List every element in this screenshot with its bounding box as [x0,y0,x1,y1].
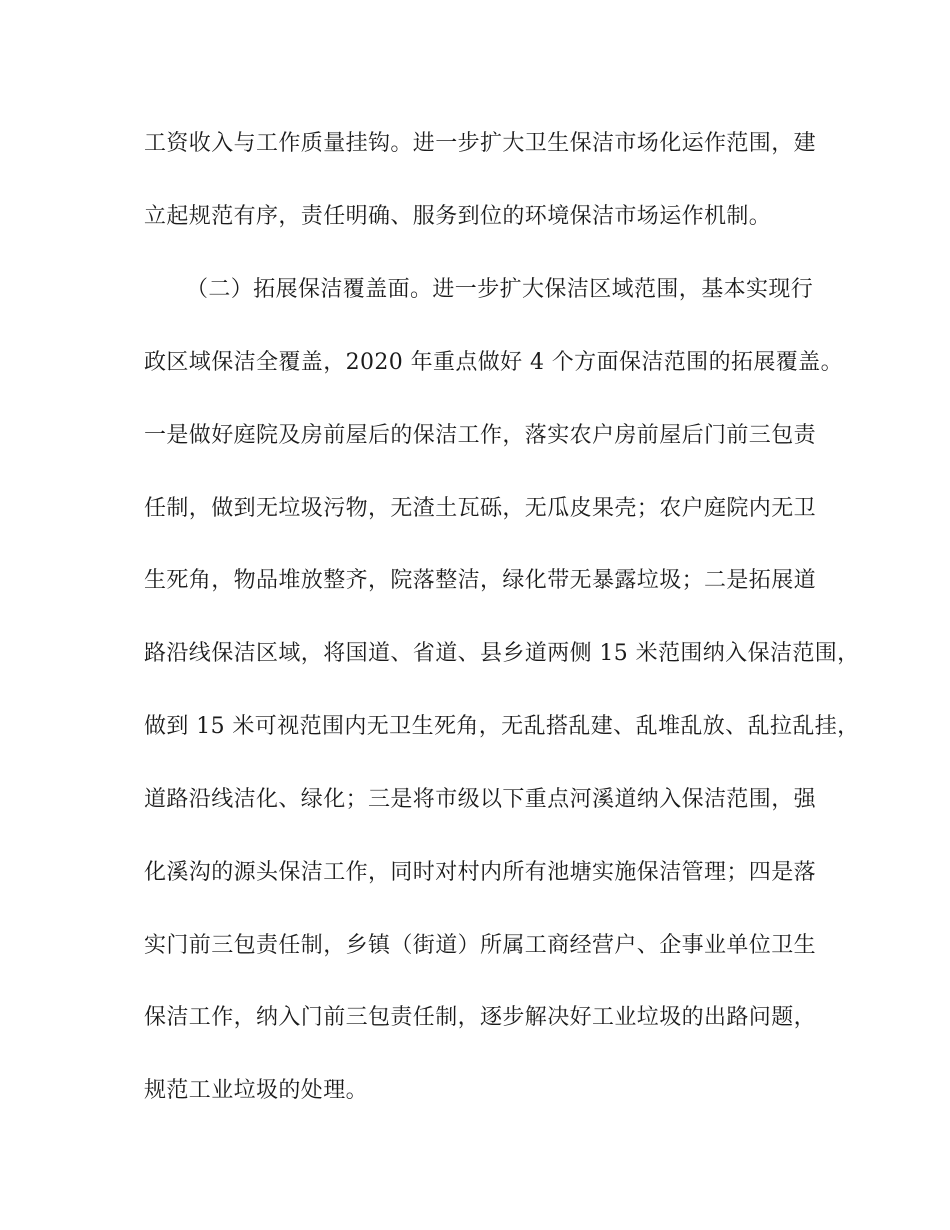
paragraph-line: 政区域保洁全覆盖，2020 年重点做好 4 个方面保洁范围的拓展覆盖。 [144,350,843,375]
paragraph-line: 工资收入与工作质量挂钩。进一步扩大卫生保洁市场化运作范围，建 [144,131,817,156]
section-heading-line: （二）拓展保洁覆盖面。进一步扩大保洁区域范围，基本实现行 [186,277,814,302]
paragraph-line: 道路沿线洁化、绿化；三是将市级以下重点河溪道纳入保洁范围，强 [144,787,817,812]
paragraph-line: 任制，做到无垃圾污物，无渣土瓦砾，无瓜皮果壳；农户庭院内无卫 [144,496,817,521]
paragraph-line: 做到 15 米可视范围内无卫生死角，无乱搭乱建、乱堆乱放、乱拉乱挂， [144,714,860,739]
paragraph-line: 生死角，物品堆放整齐，院落整洁，绿化带无暴露垃圾；二是拓展道 [144,568,817,593]
paragraph-line: 化溪沟的源头保洁工作，同时对村内所有池塘实施保洁管理；四是落 [144,860,817,885]
paragraph-line: 保洁工作，纳入门前三包责任制，逐步解决好工业垃圾的出路问题， [144,1005,817,1030]
paragraph-line: 规范工业垃圾的处理。 [144,1078,369,1103]
paragraph-line: 一是做好庭院及房前屋后的保洁工作，落实农户房前屋后门前三包责 [144,423,817,448]
paragraph-line: 立起规范有序，责任明确、服务到位的环境保洁市场运作机制。 [144,204,772,229]
paragraph-line: 路沿线保洁区域，将国道、省道、县乡道两侧 15 米范围纳入保洁范围， [144,641,860,666]
paragraph-line: 实门前三包责任制，乡镇（街道）所属工商经营户、企事业单位卫生 [144,933,817,958]
